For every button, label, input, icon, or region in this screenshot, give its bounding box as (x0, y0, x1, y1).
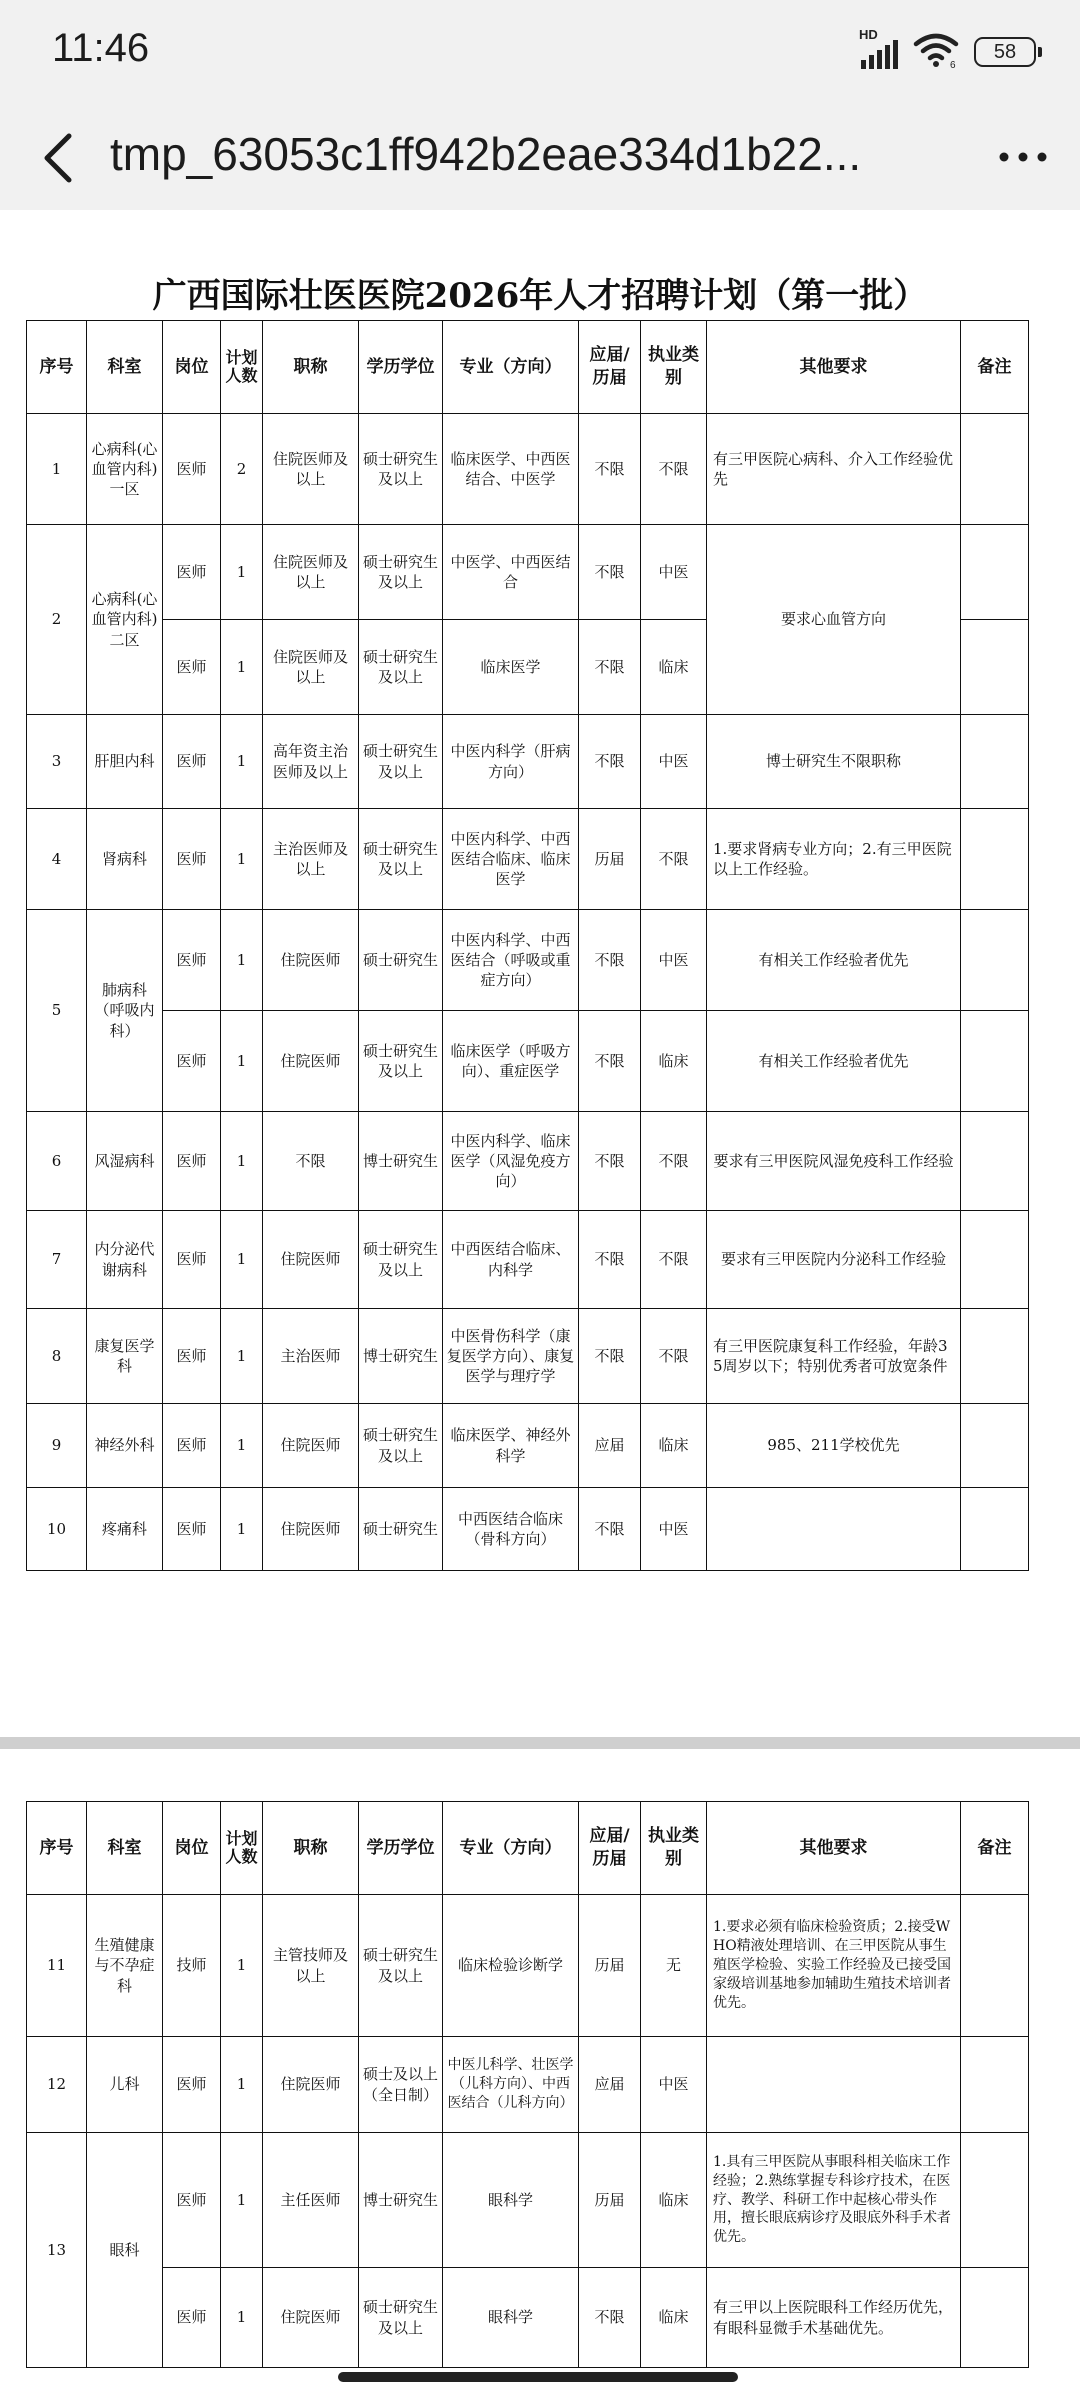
cell-other: 要求心血管方向 (707, 525, 961, 715)
header-rank: 职称 (263, 321, 359, 414)
cell-seq: 11 (27, 1895, 87, 2037)
cell-rank: 住院医师 (263, 2268, 359, 2368)
cell-rank: 住院医师 (263, 1011, 359, 1112)
header-rank: 职称 (263, 1802, 359, 1895)
cell-post: 医师 (163, 809, 221, 910)
cell-edu: 硕士研究生及以上 (359, 715, 443, 809)
cell-rank: 住院医师及以上 (263, 414, 359, 525)
cell-license: 临床 (641, 620, 707, 715)
recruitment-table-page-1 (26, 320, 1029, 1571)
cell-grad: 历届 (579, 1895, 641, 2037)
cell-other (707, 1488, 961, 1571)
table-row (27, 1488, 1029, 1571)
cell-note (961, 1488, 1029, 1571)
table-row (27, 1211, 1029, 1309)
cell-rank: 住院医师及以上 (263, 620, 359, 715)
header-note: 备注 (961, 321, 1029, 414)
cell-edu: 硕士研究生及以上 (359, 620, 443, 715)
header-other: 其他要求 (707, 321, 961, 414)
cell-dept: 生殖健康与不孕症科 (87, 1895, 163, 2037)
cell-rank: 高年资主治医师及以上 (263, 715, 359, 809)
status-time: 11:46 (52, 26, 150, 70)
cell-other: 有三甲医院心病科、介入工作经验优先 (707, 414, 961, 525)
cell-edu: 硕士研究生及以上 (359, 525, 443, 620)
cell-grad: 不限 (579, 1211, 641, 1309)
cell-dept: 儿科 (87, 2037, 163, 2133)
table-row (27, 2037, 1029, 2133)
cell-dept: 肝胆内科 (87, 715, 163, 809)
cell-count: 2 (221, 414, 263, 525)
cell-rank: 主治医师及以上 (263, 809, 359, 910)
cell-major: 中医学、中西医结合 (443, 525, 579, 620)
cell-count: 1 (221, 1404, 263, 1488)
cell-grad: 不限 (579, 715, 641, 809)
cell-count: 1 (221, 2268, 263, 2368)
cell-count: 1 (221, 525, 263, 620)
cell-post: 医师 (163, 525, 221, 620)
cell-note (961, 2268, 1029, 2368)
cell-grad: 不限 (579, 1112, 641, 1211)
table-row (27, 715, 1029, 809)
cell-edu: 博士研究生 (359, 2133, 443, 2268)
table-row (27, 2268, 1029, 2368)
cell-grad: 不限 (579, 1309, 641, 1404)
cell-edu: 硕士研究生 (359, 1488, 443, 1571)
cell-edu: 硕士研究生及以上 (359, 1404, 443, 1488)
cell-post: 技师 (163, 1895, 221, 2037)
cell-count: 1 (221, 809, 263, 910)
cell-count: 1 (221, 1895, 263, 2037)
back-button[interactable] (28, 123, 88, 193)
header-seq: 序号 (27, 1802, 87, 1895)
header-dept: 科室 (87, 1802, 163, 1895)
back-arrow-icon (41, 132, 75, 184)
cell-grad: 不限 (579, 910, 641, 1011)
cell-edu: 硕士研究生及以上 (359, 414, 443, 525)
cell-license: 中医 (641, 2037, 707, 2133)
more-options-button[interactable] (988, 127, 1058, 187)
cell-major: 临床医学（呼吸方向）、重症医学 (443, 1011, 579, 1112)
cell-other: 有三甲以上医院眼科工作经历优先，有眼科显微手术基础优先。 (707, 2268, 961, 2368)
cell-note (961, 1895, 1029, 2037)
cell-note (961, 1404, 1029, 1488)
cell-license: 中医 (641, 525, 707, 620)
cell-edu: 硕士研究生及以上 (359, 809, 443, 910)
cell-post: 医师 (163, 1309, 221, 1404)
cell-rank: 不限 (263, 1112, 359, 1211)
cell-rank: 主任医师 (263, 2133, 359, 2268)
cell-major: 眼科学 (443, 2268, 579, 2368)
cell-count: 1 (221, 2037, 263, 2133)
table-row (27, 910, 1029, 1011)
table-header-row (27, 1802, 1029, 1895)
cell-post: 医师 (163, 2268, 221, 2368)
cell-grad: 历届 (579, 809, 641, 910)
cell-grad: 历届 (579, 2133, 641, 2268)
cell-note (961, 715, 1029, 809)
cell-major: 中西医结合临床、内科学 (443, 1211, 579, 1309)
cell-major: 中医内科学（肝病方向） (443, 715, 579, 809)
document-page-2 (0, 1749, 1080, 2349)
cell-edu: 硕士及以上（全日制） (359, 2037, 443, 2133)
cell-post: 医师 (163, 715, 221, 809)
cell-dept: 心病科(心血管内科)二区 (87, 525, 163, 715)
header-grad: 应届/历届 (579, 321, 641, 414)
cell-grad: 不限 (579, 2268, 641, 2368)
status-icons (859, 27, 1036, 72)
cell-count: 1 (221, 1211, 263, 1309)
network-type-label: HD (859, 27, 878, 42)
header-license: 执业类别 (641, 321, 707, 414)
cell-dept: 神经外科 (87, 1404, 163, 1488)
header-edu: 学历学位 (359, 321, 443, 414)
cell-license: 临床 (641, 1011, 707, 1112)
cell-seq: 2 (27, 525, 87, 715)
header-grad: 应届/历届 (579, 1802, 641, 1895)
cell-major: 临床医学、中西医结合、中医学 (443, 414, 579, 525)
cell-dept: 疼痛科 (87, 1488, 163, 1571)
header-license: 执业类别 (641, 1802, 707, 1895)
cell-post: 医师 (163, 2037, 221, 2133)
cell-post: 医师 (163, 1011, 221, 1112)
signal-icon (859, 27, 898, 69)
cell-edu: 博士研究生 (359, 1309, 443, 1404)
table-row (27, 414, 1029, 525)
svg-text:6: 6 (950, 60, 956, 68)
cell-license: 临床 (641, 2268, 707, 2368)
cell-count: 1 (221, 1488, 263, 1571)
document-heading: 广西国际壮医医院2026年人才招聘计划（第一批） (152, 276, 928, 316)
title-bar (0, 105, 1080, 210)
cell-grad: 不限 (579, 1488, 641, 1571)
cell-other: 有相关工作经验者优先 (707, 910, 961, 1011)
cell-dept: 康复医学科 (87, 1309, 163, 1404)
cell-major: 中医骨伤科学（康复医学方向）、康复医学与理疗学 (443, 1309, 579, 1404)
cell-note (961, 620, 1029, 715)
cell-grad: 不限 (579, 414, 641, 525)
table-row (27, 809, 1029, 910)
wifi-icon (912, 32, 960, 72)
cell-rank: 住院医师 (263, 1488, 359, 1571)
cell-license: 中医 (641, 715, 707, 809)
cell-note (961, 2133, 1029, 2268)
cell-dept: 风湿病科 (87, 1112, 163, 1211)
cell-major: 中西医结合临床（骨科方向） (443, 1488, 579, 1571)
header-count: 计划人数 (221, 321, 263, 414)
cell-major: 临床检验诊断学 (443, 1895, 579, 2037)
cell-note (961, 1211, 1029, 1309)
cell-dept: 肾病科 (87, 809, 163, 910)
cell-license: 中医 (641, 1488, 707, 1571)
cell-note (961, 1112, 1029, 1211)
document-title: tmp_63053c1ff942b2eae334d1b22... (110, 128, 862, 180)
header-note: 备注 (961, 1802, 1029, 1895)
cell-dept: 眼科 (87, 2133, 163, 2368)
cell-edu: 硕士研究生及以上 (359, 1211, 443, 1309)
cell-edu: 硕士研究生及以上 (359, 1895, 443, 2037)
cell-other: 985、211学校优先 (707, 1404, 961, 1488)
cell-note (961, 414, 1029, 525)
table-row (27, 2133, 1029, 2268)
header-major: 专业（方向） (443, 1802, 579, 1895)
cell-count: 1 (221, 1011, 263, 1112)
cell-count: 1 (221, 715, 263, 809)
header-other: 其他要求 (707, 1802, 961, 1895)
document-page-1 (0, 210, 1080, 1735)
cell-note (961, 910, 1029, 1011)
cell-rank: 住院医师 (263, 2037, 359, 2133)
cell-seq: 10 (27, 1488, 87, 1571)
cell-seq: 1 (27, 414, 87, 525)
cell-other: 要求有三甲医院风湿免疫科工作经验 (707, 1112, 961, 1211)
header-count: 计划人数 (221, 1802, 263, 1895)
cell-post: 医师 (163, 1488, 221, 1571)
header-edu: 学历学位 (359, 1802, 443, 1895)
cell-other: 博士研究生不限职称 (707, 715, 961, 809)
cell-major: 临床医学、神经外科学 (443, 1404, 579, 1488)
cell-license: 无 (641, 1895, 707, 2037)
cell-license: 不限 (641, 414, 707, 525)
battery-icon: 58 (974, 37, 1036, 67)
cell-major: 中医内科学、临床医学（风湿免疫方向） (443, 1112, 579, 1211)
cell-other: 1.要求肾病专业方向；2.有三甲医院以上工作经验。 (707, 809, 961, 910)
cell-license: 临床 (641, 1404, 707, 1488)
cell-dept: 肺病科（呼吸内科） (87, 910, 163, 1112)
cell-other: 要求有三甲医院内分泌科工作经验 (707, 1211, 961, 1309)
table-row (27, 1112, 1029, 1211)
table-row (27, 1011, 1029, 1112)
cell-post: 医师 (163, 910, 221, 1011)
cell-post: 医师 (163, 1112, 221, 1211)
cell-rank: 住院医师及以上 (263, 525, 359, 620)
cell-rank: 住院医师 (263, 910, 359, 1011)
cell-rank: 主治医师 (263, 1309, 359, 1404)
table-row (27, 1404, 1029, 1488)
cell-seq: 4 (27, 809, 87, 910)
cell-license: 不限 (641, 809, 707, 910)
cell-license: 中医 (641, 910, 707, 1011)
cell-grad: 应届 (579, 1404, 641, 1488)
cell-license: 临床 (641, 2133, 707, 2268)
cell-edu: 硕士研究生 (359, 910, 443, 1011)
cell-license: 不限 (641, 1309, 707, 1404)
cell-grad: 应届 (579, 2037, 641, 2133)
header-dept: 科室 (87, 321, 163, 414)
cell-edu: 博士研究生 (359, 1112, 443, 1211)
cell-seq: 9 (27, 1404, 87, 1488)
cell-other: 有相关工作经验者优先 (707, 1011, 961, 1112)
header-major: 专业（方向） (443, 321, 579, 414)
cell-note (961, 525, 1029, 620)
cell-major: 临床医学 (443, 620, 579, 715)
header-post: 岗位 (163, 1802, 221, 1895)
cell-post: 医师 (163, 414, 221, 525)
cell-post: 医师 (163, 1211, 221, 1309)
header-post: 岗位 (163, 321, 221, 414)
cell-post: 医师 (163, 2133, 221, 2268)
recruitment-table-page-2 (26, 1801, 1029, 2368)
cell-major: 中医内科学、中西医结合临床、临床医学 (443, 809, 579, 910)
cell-license: 不限 (641, 1112, 707, 1211)
cell-count: 1 (221, 910, 263, 1011)
cell-note (961, 1309, 1029, 1404)
cell-rank: 住院医师 (263, 1404, 359, 1488)
cell-count: 1 (221, 1112, 263, 1211)
cell-note (961, 1011, 1029, 1112)
cell-rank: 住院医师 (263, 1211, 359, 1309)
page-divider (0, 1737, 1080, 1749)
cell-seq: 6 (27, 1112, 87, 1211)
cell-count: 1 (221, 2133, 263, 2268)
cell-major: 眼科学 (443, 2133, 579, 2268)
cell-major: 中医儿科学、壮医学（儿科方向）、中西医结合（儿科方向） (443, 2037, 579, 2133)
table-row (27, 525, 1029, 620)
cell-license: 不限 (641, 1211, 707, 1309)
cell-edu: 硕士研究生及以上 (359, 2268, 443, 2368)
header-seq: 序号 (27, 321, 87, 414)
cell-seq: 12 (27, 2037, 87, 2133)
cell-dept: 内分泌代谢病科 (87, 1211, 163, 1309)
cell-note (961, 2037, 1029, 2133)
cell-rank: 主管技师及以上 (263, 1895, 359, 2037)
cell-edu: 硕士研究生及以上 (359, 1011, 443, 1112)
table-row (27, 1309, 1029, 1404)
cell-seq: 7 (27, 1211, 87, 1309)
cell-count: 1 (221, 1309, 263, 1404)
cell-dept: 心病科(心血管内科)一区 (87, 414, 163, 525)
cell-other: 1.要求必须有临床检验资质；2.接受WHO精液处理培训、在三甲医院从事生殖医学检验、实验工作经验及已接受国家级培训基地参加辅助生殖技术培训者优先。 (707, 1895, 961, 2037)
cell-major: 中医内科学、中西医结合（呼吸或重症方向） (443, 910, 579, 1011)
cell-seq: 3 (27, 715, 87, 809)
cell-post: 医师 (163, 620, 221, 715)
cell-grad: 不限 (579, 1011, 641, 1112)
cell-other (707, 2037, 961, 2133)
more-icon (998, 151, 1048, 163)
cell-grad: 不限 (579, 620, 641, 715)
cell-other: 有三甲医院康复科工作经验，年龄35周岁以下；特别优秀者可放宽条件 (707, 1309, 961, 1404)
status-bar (0, 0, 1080, 105)
cell-other: 1.具有三甲医院从事眼科相关临床工作经验；2.熟练掌握专科诊疗技术，在医疗、教学、科研工作中起核心带头作用，擅长眼底病诊疗及眼底外科手术者优先。 (707, 2133, 961, 2268)
cell-seq: 13 (27, 2133, 87, 2368)
cell-seq: 5 (27, 910, 87, 1112)
table-row (27, 1895, 1029, 2037)
table-header-row (27, 321, 1029, 414)
home-indicator[interactable] (338, 2372, 738, 2382)
cell-grad: 不限 (579, 525, 641, 620)
cell-note (961, 809, 1029, 910)
cell-seq: 8 (27, 1309, 87, 1404)
cell-post: 医师 (163, 1404, 221, 1488)
cell-count: 1 (221, 620, 263, 715)
